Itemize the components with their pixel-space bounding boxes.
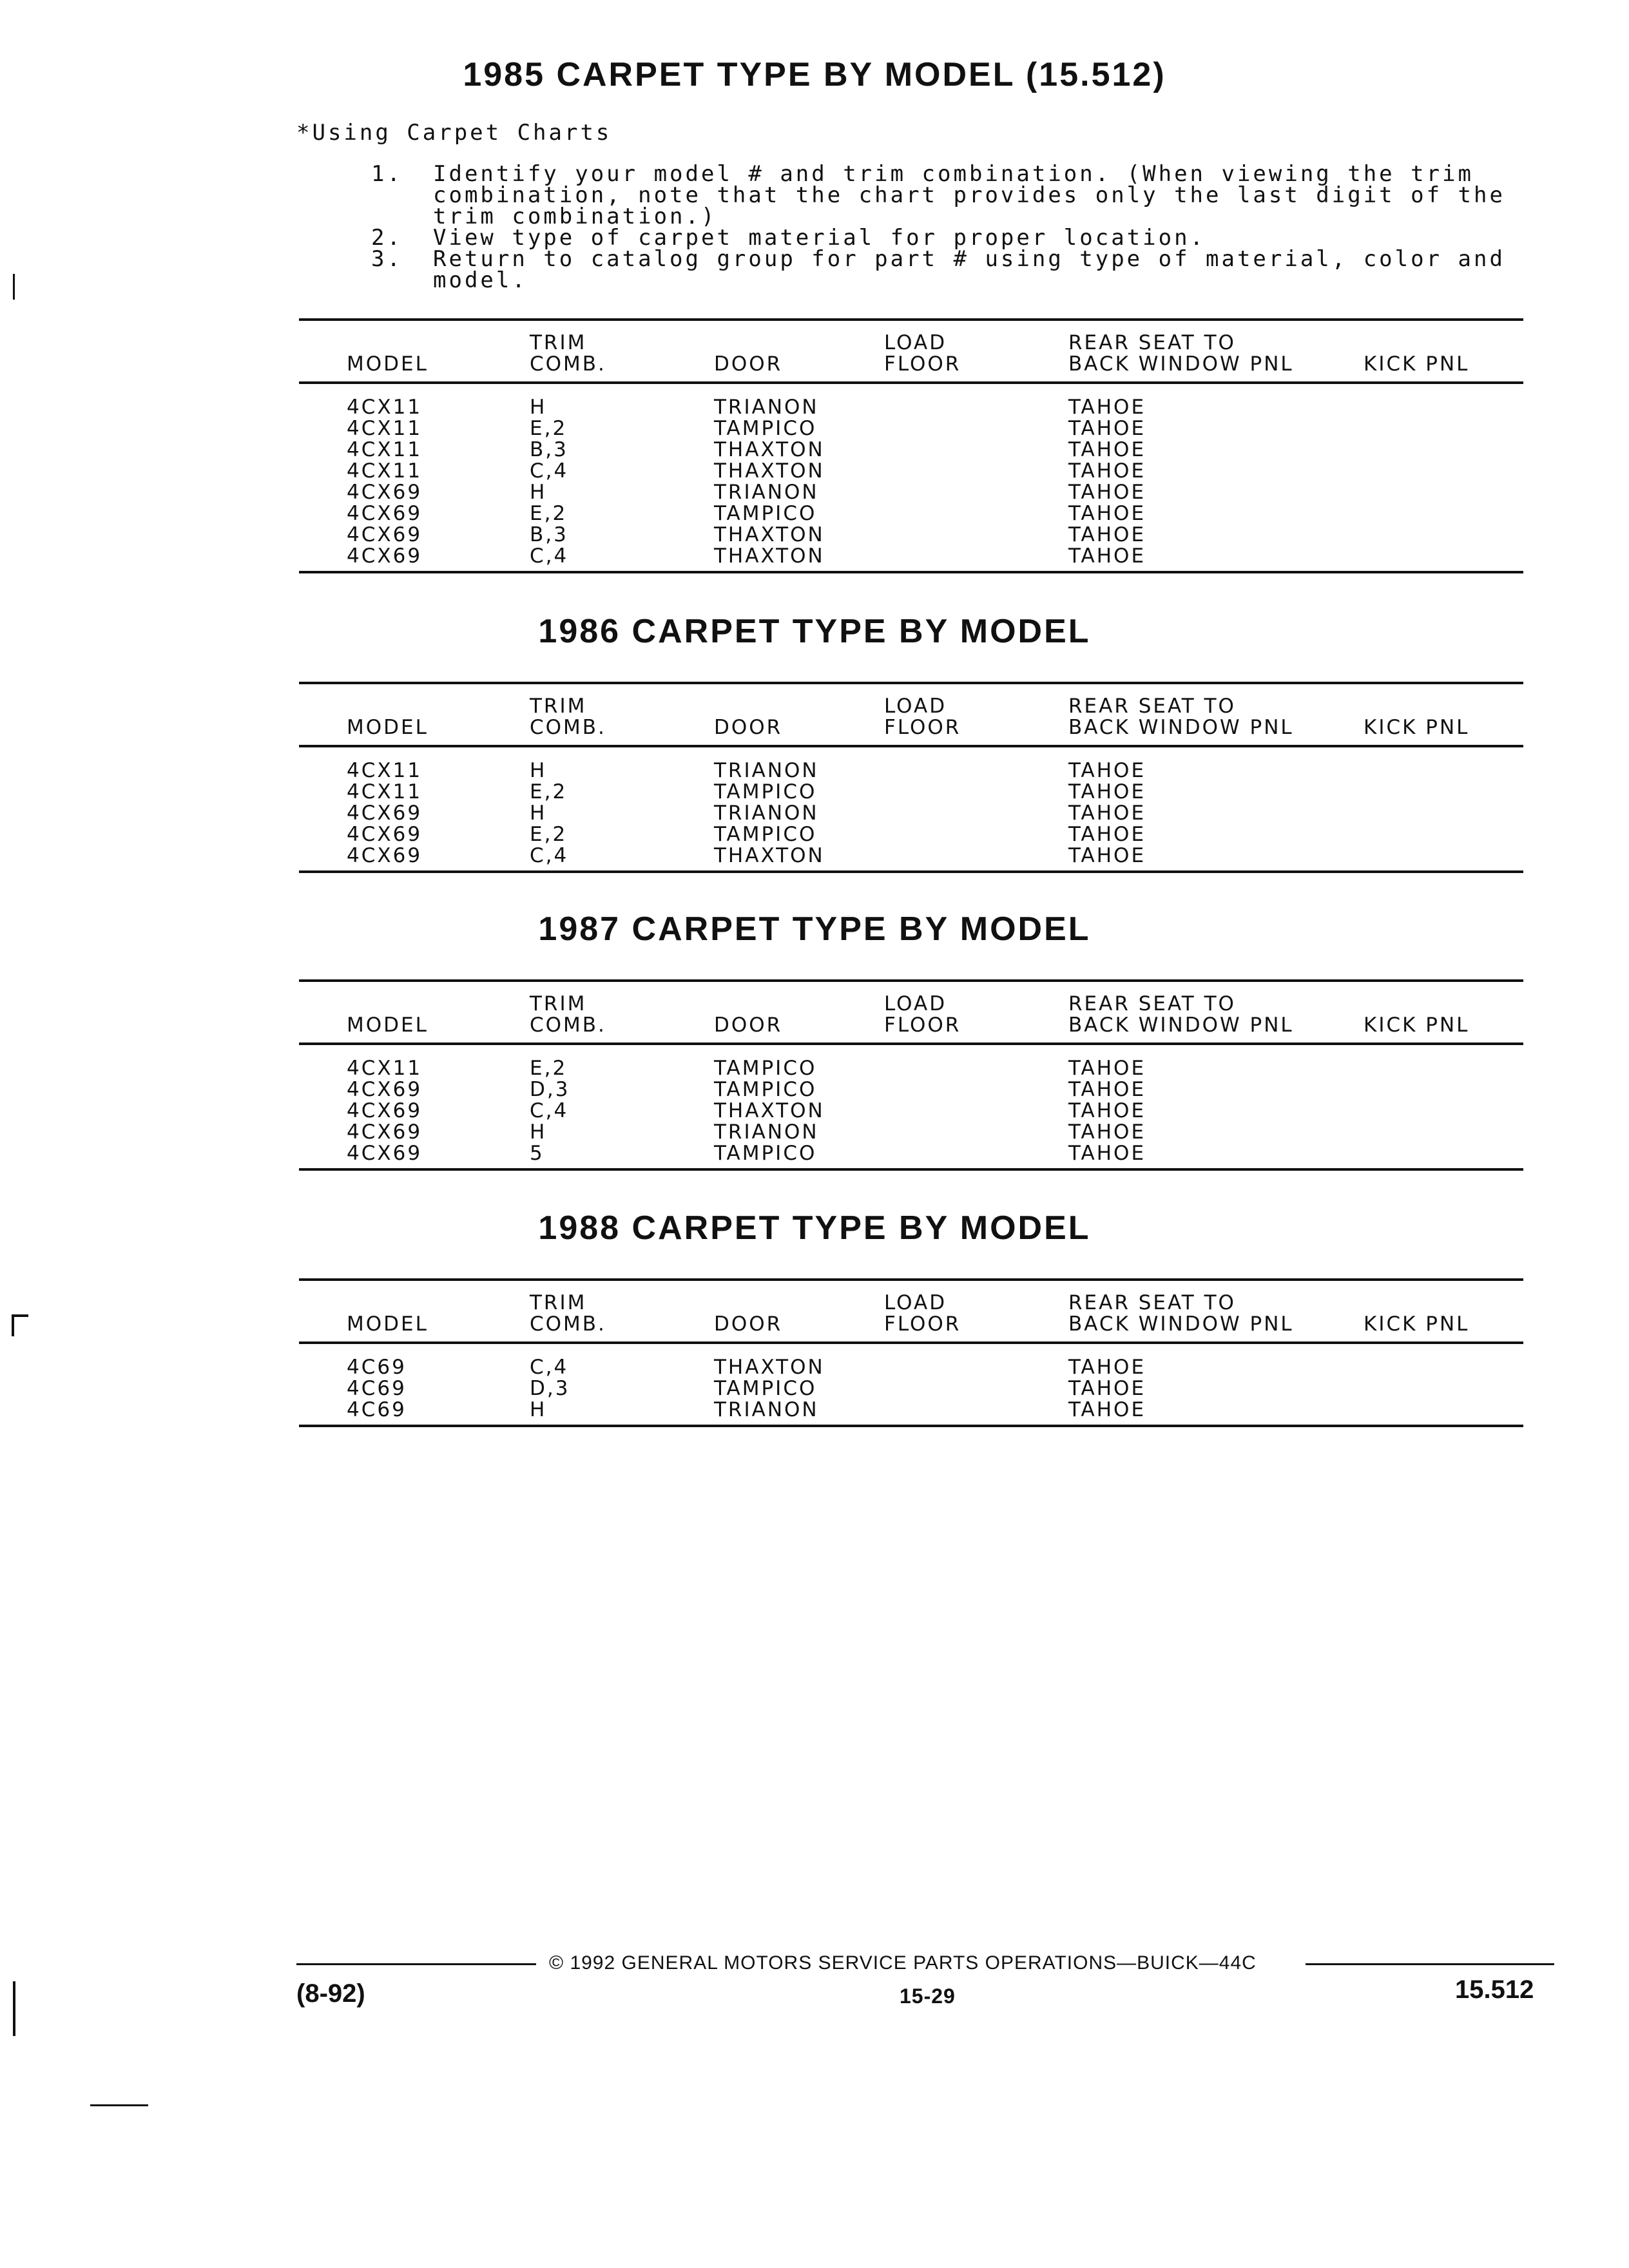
table-header-rule bbox=[299, 381, 1523, 384]
table-bottom-rule bbox=[299, 571, 1523, 573]
footer-section-number: 15.512 bbox=[1455, 1975, 1534, 2004]
model-cell: 4CX69 bbox=[347, 844, 423, 867]
rear-seat-cell: TAHOE bbox=[1068, 1078, 1146, 1101]
trim-comb-cell: E,2 bbox=[530, 1057, 568, 1080]
model-cell: 4CX69 bbox=[347, 1078, 423, 1101]
door-cell: THAXTON bbox=[714, 544, 825, 568]
margin-mark bbox=[13, 1981, 15, 2036]
rear-seat-cell: TAHOE bbox=[1068, 523, 1146, 546]
rear-seat-cell: TAHOE bbox=[1068, 802, 1146, 825]
column-header-rear-2: BACK WINDOW PNL bbox=[1068, 1014, 1294, 1037]
trim-comb-cell: C,4 bbox=[530, 844, 569, 867]
model-cell: 4CX69 bbox=[347, 523, 423, 546]
model-cell: 4CX11 bbox=[347, 780, 423, 803]
model-cell: 4CX11 bbox=[347, 396, 423, 419]
model-cell: 4CX11 bbox=[347, 438, 423, 461]
column-header-door: DOOR bbox=[714, 716, 783, 739]
model-cell: 4C69 bbox=[347, 1356, 407, 1379]
intro-text: *Using Carpet Charts bbox=[296, 120, 612, 146]
column-header-rear-2: BACK WINDOW PNL bbox=[1068, 352, 1294, 376]
trim-comb-cell: H bbox=[530, 396, 547, 419]
model-cell: 4CX69 bbox=[347, 1142, 423, 1165]
margin-mark bbox=[90, 2104, 148, 2106]
margin-mark bbox=[12, 1314, 28, 1336]
footer-rule-left bbox=[296, 1963, 536, 1965]
rear-seat-cell: TAHOE bbox=[1068, 844, 1146, 867]
trim-comb-cell: C,4 bbox=[530, 1356, 569, 1379]
table-heading: 1987 CARPET TYPE BY MODEL bbox=[538, 910, 1091, 948]
trim-comb-cell: E,2 bbox=[530, 417, 568, 440]
table-top-rule bbox=[299, 318, 1523, 321]
page-title: 1985 CARPET TYPE BY MODEL (15.512) bbox=[463, 56, 1166, 93]
model-cell: 4CX11 bbox=[347, 417, 423, 440]
column-header-load-2: FLOOR bbox=[884, 716, 961, 739]
trim-comb-cell: 5 bbox=[530, 1142, 545, 1165]
step-text: Identify your model # and trim combination. (When viewing the trim bbox=[433, 161, 1474, 187]
model-cell: 4CX69 bbox=[347, 481, 423, 504]
trim-comb-cell: E,2 bbox=[530, 823, 568, 846]
rear-seat-cell: TAHOE bbox=[1068, 1398, 1146, 1421]
table-top-rule bbox=[299, 1278, 1523, 1281]
door-cell: TAMPICO bbox=[714, 502, 817, 525]
step-number: 2. bbox=[371, 225, 403, 251]
door-cell: THAXTON bbox=[714, 523, 825, 546]
trim-comb-cell: C,4 bbox=[530, 544, 569, 568]
footer-page-number: 15-29 bbox=[900, 1984, 956, 2008]
column-header-door: DOOR bbox=[714, 352, 783, 376]
step-text: trim combination.) bbox=[433, 204, 717, 229]
door-cell: TAMPICO bbox=[714, 1142, 817, 1165]
door-cell: TAMPICO bbox=[714, 780, 817, 803]
step-text: combination, note that the chart provides only the last digit of the bbox=[433, 182, 1505, 208]
rear-seat-cell: TAHOE bbox=[1068, 417, 1146, 440]
step-text: model. bbox=[433, 267, 528, 293]
door-cell: THAXTON bbox=[714, 1356, 825, 1379]
model-cell: 4CX69 bbox=[347, 1099, 423, 1122]
table-header-rule bbox=[299, 745, 1523, 747]
footer-copyright: © 1992 GENERAL MOTORS SERVICE PARTS OPERATIONS—BUICK—44C bbox=[549, 1952, 1257, 1974]
trim-comb-cell: C,4 bbox=[530, 459, 569, 483]
rear-seat-cell: TAHOE bbox=[1068, 759, 1146, 782]
rear-seat-cell: TAHOE bbox=[1068, 823, 1146, 846]
column-header-kick: KICK PNL bbox=[1364, 352, 1470, 376]
step-number: 1. bbox=[371, 161, 403, 187]
door-cell: THAXTON bbox=[714, 459, 825, 483]
step-1 bbox=[371, 161, 1505, 187]
trim-comb-cell: H bbox=[530, 1120, 547, 1144]
rear-seat-cell: TAHOE bbox=[1068, 396, 1146, 419]
rear-seat-cell: TAHOE bbox=[1068, 1356, 1146, 1379]
door-cell: TRIANON bbox=[714, 1398, 819, 1421]
column-header-trim-2: COMB. bbox=[530, 1014, 606, 1037]
rear-seat-cell: TAHOE bbox=[1068, 502, 1146, 525]
trim-comb-cell: E,2 bbox=[530, 780, 568, 803]
door-cell: TRIANON bbox=[714, 1120, 819, 1144]
door-cell: TAMPICO bbox=[714, 823, 817, 846]
model-cell: 4CX11 bbox=[347, 459, 423, 483]
model-cell: 4CX69 bbox=[347, 823, 423, 846]
door-cell: THAXTON bbox=[714, 1099, 825, 1122]
table-header-rule bbox=[299, 1043, 1523, 1045]
column-header-trim-1: TRIM bbox=[530, 992, 587, 1015]
trim-comb-cell: B,3 bbox=[530, 438, 568, 461]
trim-comb-cell: D,3 bbox=[530, 1377, 570, 1400]
footer-date: (8-92) bbox=[296, 1979, 365, 2008]
column-header-load-2: FLOOR bbox=[884, 352, 961, 376]
model-cell: 4CX69 bbox=[347, 502, 423, 525]
rear-seat-cell: TAHOE bbox=[1068, 1142, 1146, 1165]
column-header-door: DOOR bbox=[714, 1014, 783, 1037]
margin-mark bbox=[13, 274, 15, 300]
step-3 bbox=[371, 246, 1505, 272]
column-header-rear-1: REAR SEAT TO bbox=[1068, 695, 1236, 718]
rear-seat-cell: TAHOE bbox=[1068, 1099, 1146, 1122]
column-header-rear-2: BACK WINDOW PNL bbox=[1068, 716, 1294, 739]
model-cell: 4C69 bbox=[347, 1398, 407, 1421]
rear-seat-cell: TAHOE bbox=[1068, 1377, 1146, 1400]
trim-comb-cell: D,3 bbox=[530, 1078, 570, 1101]
door-cell: TRIANON bbox=[714, 481, 819, 504]
door-cell: THAXTON bbox=[714, 438, 825, 461]
column-header-trim-2: COMB. bbox=[530, 1312, 606, 1336]
door-cell: TRIANON bbox=[714, 802, 819, 825]
table-bottom-rule bbox=[299, 1425, 1523, 1427]
table-heading: 1986 CARPET TYPE BY MODEL bbox=[538, 613, 1091, 650]
column-header-rear-1: REAR SEAT TO bbox=[1068, 1291, 1236, 1314]
column-header-kick: KICK PNL bbox=[1364, 1014, 1470, 1037]
door-cell: TRIANON bbox=[714, 396, 819, 419]
door-cell: THAXTON bbox=[714, 844, 825, 867]
column-header-trim-1: TRIM bbox=[530, 1291, 587, 1314]
rear-seat-cell: TAHOE bbox=[1068, 481, 1146, 504]
model-cell: 4CX69 bbox=[347, 1120, 423, 1144]
column-header-load-1: LOAD bbox=[884, 695, 947, 718]
step-2 bbox=[371, 225, 1505, 251]
trim-comb-cell: H bbox=[530, 1398, 547, 1421]
table-heading: 1988 CARPET TYPE BY MODEL bbox=[538, 1209, 1091, 1247]
column-header-rear-1: REAR SEAT TO bbox=[1068, 331, 1236, 354]
model-cell: 4CX11 bbox=[347, 1057, 423, 1080]
trim-comb-cell: B,3 bbox=[530, 523, 568, 546]
column-header-trim-1: TRIM bbox=[530, 695, 587, 718]
column-header-trim-1: TRIM bbox=[530, 331, 587, 354]
table-top-rule bbox=[299, 682, 1523, 684]
door-cell: TRIANON bbox=[714, 759, 819, 782]
rear-seat-cell: TAHOE bbox=[1068, 459, 1146, 483]
door-cell: TAMPICO bbox=[714, 1078, 817, 1101]
table-bottom-rule bbox=[299, 1168, 1523, 1171]
rear-seat-cell: TAHOE bbox=[1068, 780, 1146, 803]
column-header-rear-2: BACK WINDOW PNL bbox=[1068, 1312, 1294, 1336]
step-text: Return to catalog group for part # using type of material, color and bbox=[433, 246, 1505, 272]
model-cell: 4CX11 bbox=[347, 759, 423, 782]
column-header-load-1: LOAD bbox=[884, 992, 947, 1015]
column-header-load-2: FLOOR bbox=[884, 1014, 961, 1037]
trim-comb-cell: E,2 bbox=[530, 502, 568, 525]
rear-seat-cell: TAHOE bbox=[1068, 1057, 1146, 1080]
rear-seat-cell: TAHOE bbox=[1068, 1120, 1146, 1144]
column-header-trim-2: COMB. bbox=[530, 352, 606, 376]
column-header-rear-1: REAR SEAT TO bbox=[1068, 992, 1236, 1015]
column-header-model: MODEL bbox=[347, 716, 429, 739]
door-cell: TAMPICO bbox=[714, 417, 817, 440]
trim-comb-cell: H bbox=[530, 802, 547, 825]
rear-seat-cell: TAHOE bbox=[1068, 544, 1146, 568]
model-cell: 4CX69 bbox=[347, 544, 423, 568]
column-header-load-1: LOAD bbox=[884, 331, 947, 354]
model-cell: 4CX69 bbox=[347, 802, 423, 825]
table-bottom-rule bbox=[299, 870, 1523, 873]
table-top-rule bbox=[299, 979, 1523, 982]
door-cell: TAMPICO bbox=[714, 1377, 817, 1400]
column-header-load-2: FLOOR bbox=[884, 1312, 961, 1336]
model-cell: 4C69 bbox=[347, 1377, 407, 1400]
column-header-door: DOOR bbox=[714, 1312, 783, 1336]
column-header-model: MODEL bbox=[347, 352, 429, 376]
column-header-load-1: LOAD bbox=[884, 1291, 947, 1314]
column-header-trim-2: COMB. bbox=[530, 716, 606, 739]
table-header-rule bbox=[299, 1341, 1523, 1344]
column-header-model: MODEL bbox=[347, 1014, 429, 1037]
rear-seat-cell: TAHOE bbox=[1068, 438, 1146, 461]
footer-rule-right bbox=[1306, 1963, 1554, 1965]
trim-comb-cell: H bbox=[530, 759, 547, 782]
column-header-kick: KICK PNL bbox=[1364, 1312, 1470, 1336]
trim-comb-cell: C,4 bbox=[530, 1099, 569, 1122]
trim-comb-cell: H bbox=[530, 481, 547, 504]
column-header-kick: KICK PNL bbox=[1364, 716, 1470, 739]
step-text: View type of carpet material for proper location. bbox=[433, 225, 1206, 251]
instruction-list bbox=[371, 161, 1505, 293]
door-cell: TAMPICO bbox=[714, 1057, 817, 1080]
column-header-model: MODEL bbox=[347, 1312, 429, 1336]
step-number: 3. bbox=[371, 246, 403, 272]
